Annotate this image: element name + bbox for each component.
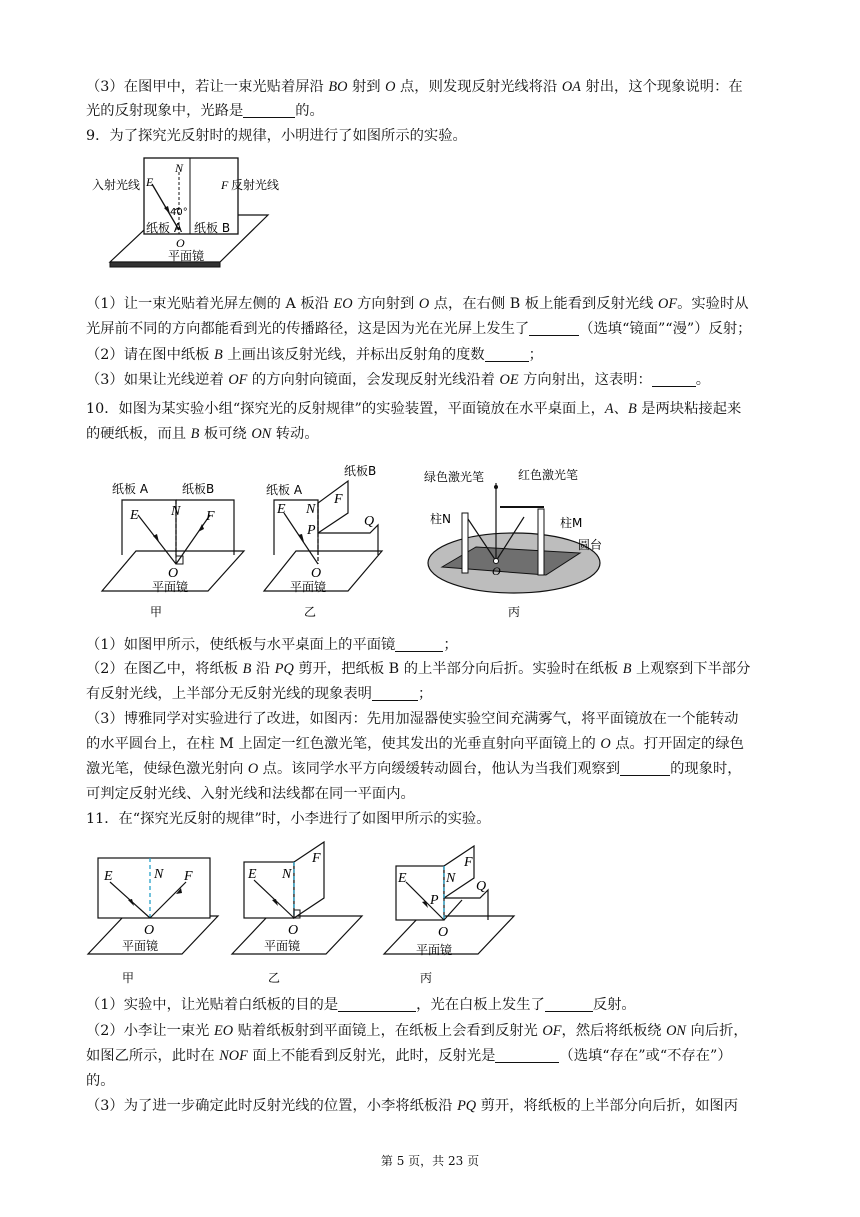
- green-laser-label: 绿色激光笔: [424, 470, 485, 484]
- q11-figure-jia: [84, 852, 224, 987]
- point-f: F: [221, 178, 229, 192]
- board-a-label: 纸板 A: [146, 221, 183, 235]
- q9-part2: （2）请在图中纸板 B 上画出该反射光线，并标出反射角的度数 ；: [86, 347, 543, 363]
- answer-blank[interactable]: [495, 1048, 559, 1063]
- answer-blank[interactable]: [395, 637, 443, 652]
- q10-part3-line2: 的水平圆台上，在柱 M 上固定一红色激光笔，使其发出的光垂直射向平面镜上的 O 点。打开固定的绿色: [86, 736, 744, 752]
- point-o: O: [311, 566, 322, 581]
- answer-blank[interactable]: [620, 761, 670, 776]
- incident-label: 入射光线: [92, 178, 141, 192]
- board-b-upper: [318, 481, 348, 533]
- platform-label: 圆台: [578, 538, 603, 552]
- point-f: F: [206, 509, 215, 524]
- pillar-m-label: 柱M: [560, 516, 583, 530]
- q10-part2-line2: 有反射光线，上半部分无反射光线的现象表明 ；: [86, 686, 433, 702]
- q10-part3-line1: （3）博雅同学对实验进行了改进，如图丙：先用加湿器使实验空间充满雾气，将平面镜放在一个能转动: [86, 711, 739, 727]
- q11-part3: （3）为了进一步确定此时反射光线的位置，小李将纸板沿 PQ 剪开，将纸板的上半部分向后折，如图丙: [86, 1098, 739, 1114]
- board-a-label: 纸板 A: [266, 483, 303, 497]
- mirror-label: 平面镜: [264, 939, 301, 953]
- point-p: P: [307, 523, 316, 538]
- point-f: F: [334, 492, 343, 507]
- mirror-label: 平面镜: [168, 249, 205, 263]
- q11-part2-line1: （2）小李让一束光 EO 贴着纸板射到平面镜上，在纸板上会看到反射光 OF，然后将纸板绕 ON 向后折，: [86, 1023, 748, 1039]
- answer-blank[interactable]: [652, 372, 696, 387]
- point-f: F: [184, 869, 193, 884]
- board-b-label: 纸板B: [182, 482, 215, 496]
- pillar-n: [462, 513, 468, 573]
- mirror-label: 平面镜: [122, 939, 159, 953]
- point-e: E: [398, 871, 407, 886]
- board-b-label: 纸板 B: [194, 221, 231, 235]
- q9-part1-line2: 光屏前不同的方向都能看到光的传播路径，这是因为光在光屏上发生了 （选填“镜面”“漫”）反射；: [86, 321, 752, 337]
- point-n: N: [175, 161, 184, 175]
- q10-stem-line2: 的硬纸板，而且 B 板可绕 ON 转动。: [86, 426, 319, 442]
- point-n: N: [171, 504, 181, 519]
- q10-part3-line3: 激光笔，使绿色激光射向 O 点。该同学水平方向缓缓转动圆台，他认为当我们观察到 的现象时，: [86, 761, 742, 777]
- q11-stem: 11．在“探究光反射的规律”时，小李进行了如图甲所示的实验。: [86, 811, 491, 827]
- mirror-label: 平面镜: [290, 580, 327, 594]
- board-a-label: 纸板 A: [112, 482, 149, 496]
- caption-yi: 乙: [268, 971, 281, 985]
- point-o: O: [288, 923, 299, 938]
- q8-part3-line2: 光的反射现象中，光路是 的。: [86, 103, 324, 119]
- caption-yi: 乙: [304, 605, 317, 619]
- mirror-label: 平面镜: [152, 580, 189, 594]
- point-q: Q: [476, 879, 487, 894]
- q11-figure-bing: [380, 838, 520, 988]
- point-o: O: [438, 925, 449, 940]
- q9-part1-line1: （1）让一束光贴着光屏左侧的 A 板沿 EO 方向射到 O 点，在右侧 B 板上能看到反射光线 OF。实验时从: [86, 296, 749, 312]
- page-footer: 第 5 页，共 23 页: [380, 1154, 480, 1168]
- point-o: O: [492, 564, 501, 578]
- point-o: O: [176, 236, 185, 250]
- q10-figure-jia: [98, 463, 248, 623]
- point-n: N: [282, 867, 292, 882]
- board-b-label: 纸板B: [344, 464, 377, 478]
- point-f: F: [464, 855, 473, 870]
- pillar-n-label: 柱N: [430, 512, 451, 526]
- point-o: O: [144, 923, 155, 938]
- point-p: P: [430, 893, 439, 908]
- point-o: O: [168, 566, 179, 581]
- point-e: E: [146, 175, 154, 189]
- q10-figure-yi: [260, 463, 410, 623]
- q10-part2-line1: （2）在图乙中，将纸板 B 沿 PQ 剪开，把纸板 B 的上半部分向后折。实验时在纸板 B 上观察到下半部分: [86, 661, 751, 677]
- point-e: E: [130, 508, 139, 523]
- caption-jia: 甲: [122, 971, 135, 985]
- point-e: E: [277, 502, 286, 517]
- reflected-label: 反射光线: [231, 178, 280, 192]
- board-b: [176, 500, 234, 555]
- caption-jia: 甲: [150, 605, 163, 619]
- point-n: N: [306, 502, 316, 517]
- answer-blank[interactable]: [338, 997, 416, 1012]
- q11-figure-yi: [228, 838, 368, 988]
- q11-part2-line2: 如图乙所示，此时在 NOF 面上不能看到反射光，此时，反射光是 （选填“存在”或“不存在”）: [86, 1048, 732, 1064]
- q9-figure: [90, 150, 280, 275]
- mirror-label: 平面镜: [416, 943, 453, 957]
- pillar-m: [538, 509, 544, 575]
- point-n: N: [446, 871, 456, 886]
- point-e: E: [248, 867, 257, 882]
- q11-part2-line3: 的。: [86, 1073, 115, 1089]
- q11-part1: （1）实验中，让光贴着白纸板的目的是 ，光在白板上发生了 反射。: [86, 997, 636, 1013]
- red-laser-label: 红色激光笔: [518, 468, 579, 482]
- point-f: F: [312, 851, 321, 866]
- answer-blank[interactable]: [372, 686, 418, 701]
- reflected-ray: [176, 515, 210, 564]
- angle-label: 40°: [170, 207, 188, 218]
- q10-part3-line4: 可判定反射光线、入射光线和法线都在同一平面内。: [86, 786, 415, 802]
- point-n: N: [154, 867, 164, 882]
- point-e: E: [104, 869, 113, 884]
- answer-blank[interactable]: [485, 347, 529, 362]
- point-q: Q: [364, 514, 375, 529]
- q10-stem-line1: 10．如图为某实验小组“探究光的反射规律”的实验装置，平面镜放在水平桌面上，A、B 是两块粘接起来: [86, 401, 742, 417]
- answer-blank[interactable]: [243, 103, 295, 118]
- q9-part3: （3）如果让光线逆着 OF 的方向射向镜面，会发现反射光线沿着 OE 方向射出，这表明： 。: [86, 372, 711, 388]
- q9-stem: 9．为了探究光反射时的规律，小明进行了如图所示的实验。: [86, 128, 467, 144]
- q10-figure-bing: [424, 463, 654, 623]
- caption-bing: 丙: [508, 605, 521, 619]
- q10-part1: （1）如图甲所示，使纸板与水平桌面上的平面镜 ；: [86, 637, 458, 653]
- answer-blank[interactable]: [529, 321, 579, 336]
- caption-bing: 丙: [420, 971, 433, 985]
- answer-blank[interactable]: [545, 997, 593, 1012]
- q8-part3-line1: （3）在图甲中，若让一束光贴着屏沿 BO 射到 O 点，则发现反射光线将沿 OA 射出，这个现象说明：在: [86, 79, 743, 95]
